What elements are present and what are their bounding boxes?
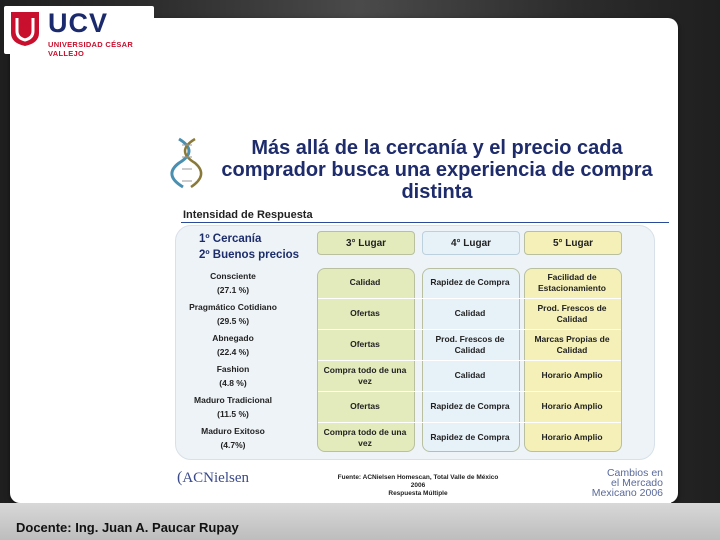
table-cell: Horario Amplio xyxy=(541,370,603,380)
segment-name: Maduro Exitoso xyxy=(201,426,265,436)
segment-label xyxy=(183,424,283,452)
table-cell: Horario Amplio xyxy=(541,432,603,442)
table-cell: Facilidad de Estacionamiento xyxy=(537,271,607,293)
source-note xyxy=(313,474,523,498)
segment-label xyxy=(183,269,283,297)
segment-name: Fashion xyxy=(216,364,250,374)
series-line-3: Mexicano 2006 xyxy=(591,487,663,499)
logo-subtitle: UNIVERSIDAD CÉSAR VALLEJO xyxy=(48,40,134,58)
table-cell: Rapidez de Compra xyxy=(430,432,510,442)
segment-label xyxy=(183,331,283,359)
table-cell: Calidad xyxy=(454,308,486,318)
slide-image xyxy=(163,133,671,507)
table-cell: Compra todo de una vez xyxy=(323,426,407,448)
segment-pct: (4.7%) xyxy=(220,440,246,450)
table-cell: Calidad xyxy=(349,277,381,287)
acnielsen-logo xyxy=(177,469,249,487)
segment-name: Abnegado xyxy=(212,333,254,343)
series-brand xyxy=(583,468,663,498)
logo-name: UCV xyxy=(48,8,109,38)
acnielsen-logo-text: ACNielsen xyxy=(182,470,249,486)
table-cell: Rapidez de Compra xyxy=(430,401,510,411)
table-cell: Marcas Propias de Calidad xyxy=(534,333,610,355)
segment-name: Consciente xyxy=(210,271,256,281)
segment-label xyxy=(183,362,283,390)
series-line-2: el Mercado xyxy=(611,477,663,489)
segment-name: Pragmático Cotidiano xyxy=(189,302,277,312)
table-cell: Rapidez de Compra xyxy=(430,277,510,287)
column-header-4th: 4° Lugar xyxy=(422,231,520,255)
section-subheader: Intensidad de Respuesta xyxy=(183,209,313,221)
divider xyxy=(181,222,669,223)
source-line-2: 2006 xyxy=(410,482,426,489)
table-cell: Horario Amplio xyxy=(541,401,603,411)
university-logo xyxy=(4,6,154,58)
acnielsen-swoosh-icon: ( xyxy=(177,469,183,486)
segment-label xyxy=(183,300,283,328)
place-2-label: 2º Buenos precios xyxy=(199,249,300,261)
segment-label xyxy=(183,393,283,421)
source-line-3: Respuesta Múltiple xyxy=(388,490,448,497)
segment-pct: (22.4 %) xyxy=(216,347,250,357)
slide-title: Más allá de la cercanía y el precio cada comprador busca una experiencia de compra distinta xyxy=(221,137,653,203)
table-cell: Ofertas xyxy=(350,401,380,411)
column-header-3rd: 3° Lugar xyxy=(317,231,415,255)
source-line-1: Fuente: ACNielsen Homescan, Total Valle de México xyxy=(337,474,499,481)
column-header-5th: 5° Lugar xyxy=(524,231,622,255)
table-cell: Compra todo de una vez xyxy=(323,364,407,386)
segment-name: Maduro Tradicional xyxy=(194,395,272,405)
segment-pct: (29.5 %) xyxy=(216,316,250,326)
series-line-1: Cambios en xyxy=(606,467,663,479)
table-cell: Ofertas xyxy=(350,339,380,349)
table-cell: Prod. Frescos de Calidad xyxy=(537,302,607,324)
dna-helix-icon xyxy=(169,137,205,189)
place-1-label: 1º Cercanía xyxy=(199,233,262,245)
segment-pct: (27.1 %) xyxy=(216,285,250,295)
table-cell: Prod. Frescos de Calidad xyxy=(435,333,505,355)
instructor-caption: Docente: Ing. Juan A. Paucar Rupay xyxy=(16,520,239,535)
segment-pct: (11.5 %) xyxy=(217,409,249,419)
ucv-shield-icon xyxy=(10,11,40,47)
table-cell: Ofertas xyxy=(350,308,380,318)
segment-pct: (4.8 %) xyxy=(219,378,247,388)
table-cell: Calidad xyxy=(454,370,486,380)
